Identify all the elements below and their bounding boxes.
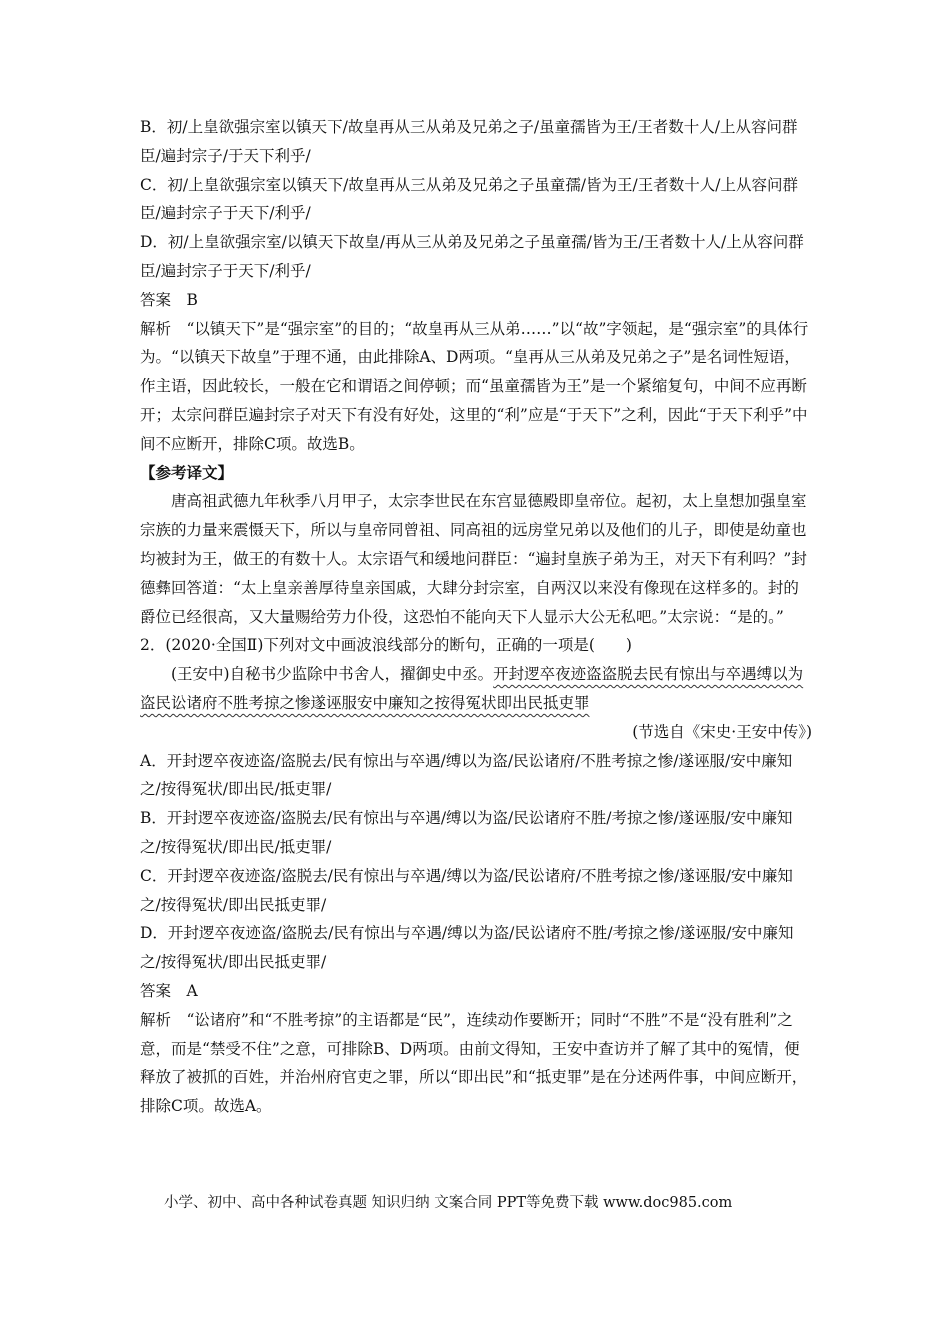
q2-source: (节选自《宋史·王安中传》) <box>632 722 812 741</box>
q2-passage <box>140 660 812 718</box>
q2-option-d: D．开封逻卒夜迹盗/盗脱去/民有惊出与卒遇/缚以为盗/民讼诸府不胜/考掠之惨/遂诬服/安中廉知之/按得冤状/即出民抵吏罪/ <box>140 924 794 972</box>
document-body <box>140 113 812 1121</box>
q2-analysis: 解析 “讼诸府”和“不胜考掠”的主语都是“民”，连续动作要断开；同时“不胜”不是“没有胜利”之意，而是“禁受不住”之意，可排除B、D两项。由前文得知，王安中查访并了解了其中的冤情，便释放了被抓的百姓，并治州府官吏之罪，所以“即出民”和“抵吏罪”是在分述两件事，中间应断开，排除C项。故选A。 <box>140 1010 808 1116</box>
translation-text: 唐高祖武德九年秋季八月甲子，太宗李世民在东宫显德殿即皇帝位。起初，太上皇想加强皇室宗族的力量来震慑天下，所以与皇帝同曾祖、同高祖的远房堂兄弟以及他们的儿子，即使是幼童也均被封为王，做王的有数十人。太宗语气和缓地问群臣：“遍封皇族子弟为王，对天下有利吗？”封德彝回答道：“太上皇亲善厚待皇亲国戚，大肆分封宗室，自两汉以来没有像现在这样多的。封的爵位已经很高，又大量赐给劳力仆役，这恐怕不能向天下人显示大公无私吧。”太宗说：“是的。” <box>140 492 807 626</box>
q1-analysis: 解析 “以镇天下”是“强宗室”的目的；“故皇再从三从弟……”以“故”字领起，是“强宗室”的具体行为。“以镇天下故皇”于理不通，由此排除A、D两项。“皇再从三从弟及兄弟之子”是名词性短语，作主语，因此较长，一般在它和谓语之间停顿；而“虽童孺皆为王”是一个紧缩复句，中间不应再断开；太宗问群臣遍封宗子对天下有没有好处，这里的“利”应是“于天下”之利，因此“于天下利乎”中间不应断开，排除C项。故选B。 <box>140 319 809 453</box>
page-footer: 小学、初中、高中各种试卷真题 知识归纳 文案合同 PPT等免费下载 www.doc985.com <box>164 1195 733 1211</box>
q2-option-c: C．开封逻卒夜迹盗/盗脱去/民有惊出与卒遇/缚以为盗/民讼诸府/不胜考掠之惨/遂诬服/安中廉知之/按得冤状/即出民抵吏罪/ <box>140 866 793 914</box>
q2-passage-lead: (王安中)自秘书少监除中书舍人，擢御史中丞。 <box>171 665 494 684</box>
q2-answer: 答案 A <box>140 981 198 1000</box>
q2-wavy-underlined-passage: 开封逻卒夜迹盗盗脱去民有惊出与卒遇缚以为盗民讼诸府不胜考掠之惨遂诬服安中廉知之按得冤状即出民抵吏罪 <box>140 665 804 712</box>
q2-option-b: B．开封逻卒夜迹盗/盗脱去/民有惊出与卒遇/缚以为盗/民讼诸府不胜/考掠之惨/遂诬服/安中廉知之/按得冤状/即出民/抵吏罪/ <box>140 809 793 856</box>
q1-option-b: B．初/上皇欲强宗室以镇天下/故皇再从三从弟及兄弟之子/虽童孺皆为王/王者数十人/上从容问群臣/遍封宗子/于天下利乎/ <box>140 118 798 165</box>
q1-option-c: C．初/上皇欲强宗室以镇天下/故皇再从三从弟及兄弟之子虽童孺/皆为王/王者数十人/上从容问群臣/遍封宗子于天下/利乎/ <box>140 175 798 223</box>
q1-answer: 答案 B <box>140 290 198 309</box>
translation-heading: 【参考译文】 <box>140 462 234 482</box>
q1-option-d: D．初/上皇欲强宗室/以镇天下故皇/再从三从弟及兄弟之子虽童孺/皆为王/王者数十人/上从容问群臣/遍封宗子于天下/利乎/ <box>140 233 804 280</box>
q2-option-a: A．开封逻卒夜迹盗/盗脱去/民有惊出与卒遇/缚以为盗/民讼诸府/不胜考掠之惨/遂诬服/安中廉知之/按得冤状/即出民/抵吏罪/ <box>140 751 793 799</box>
q2-stem: 2．(2020·全国Ⅱ)下列对文中画波浪线部分的断句，正确的一项是( ) <box>140 636 632 655</box>
